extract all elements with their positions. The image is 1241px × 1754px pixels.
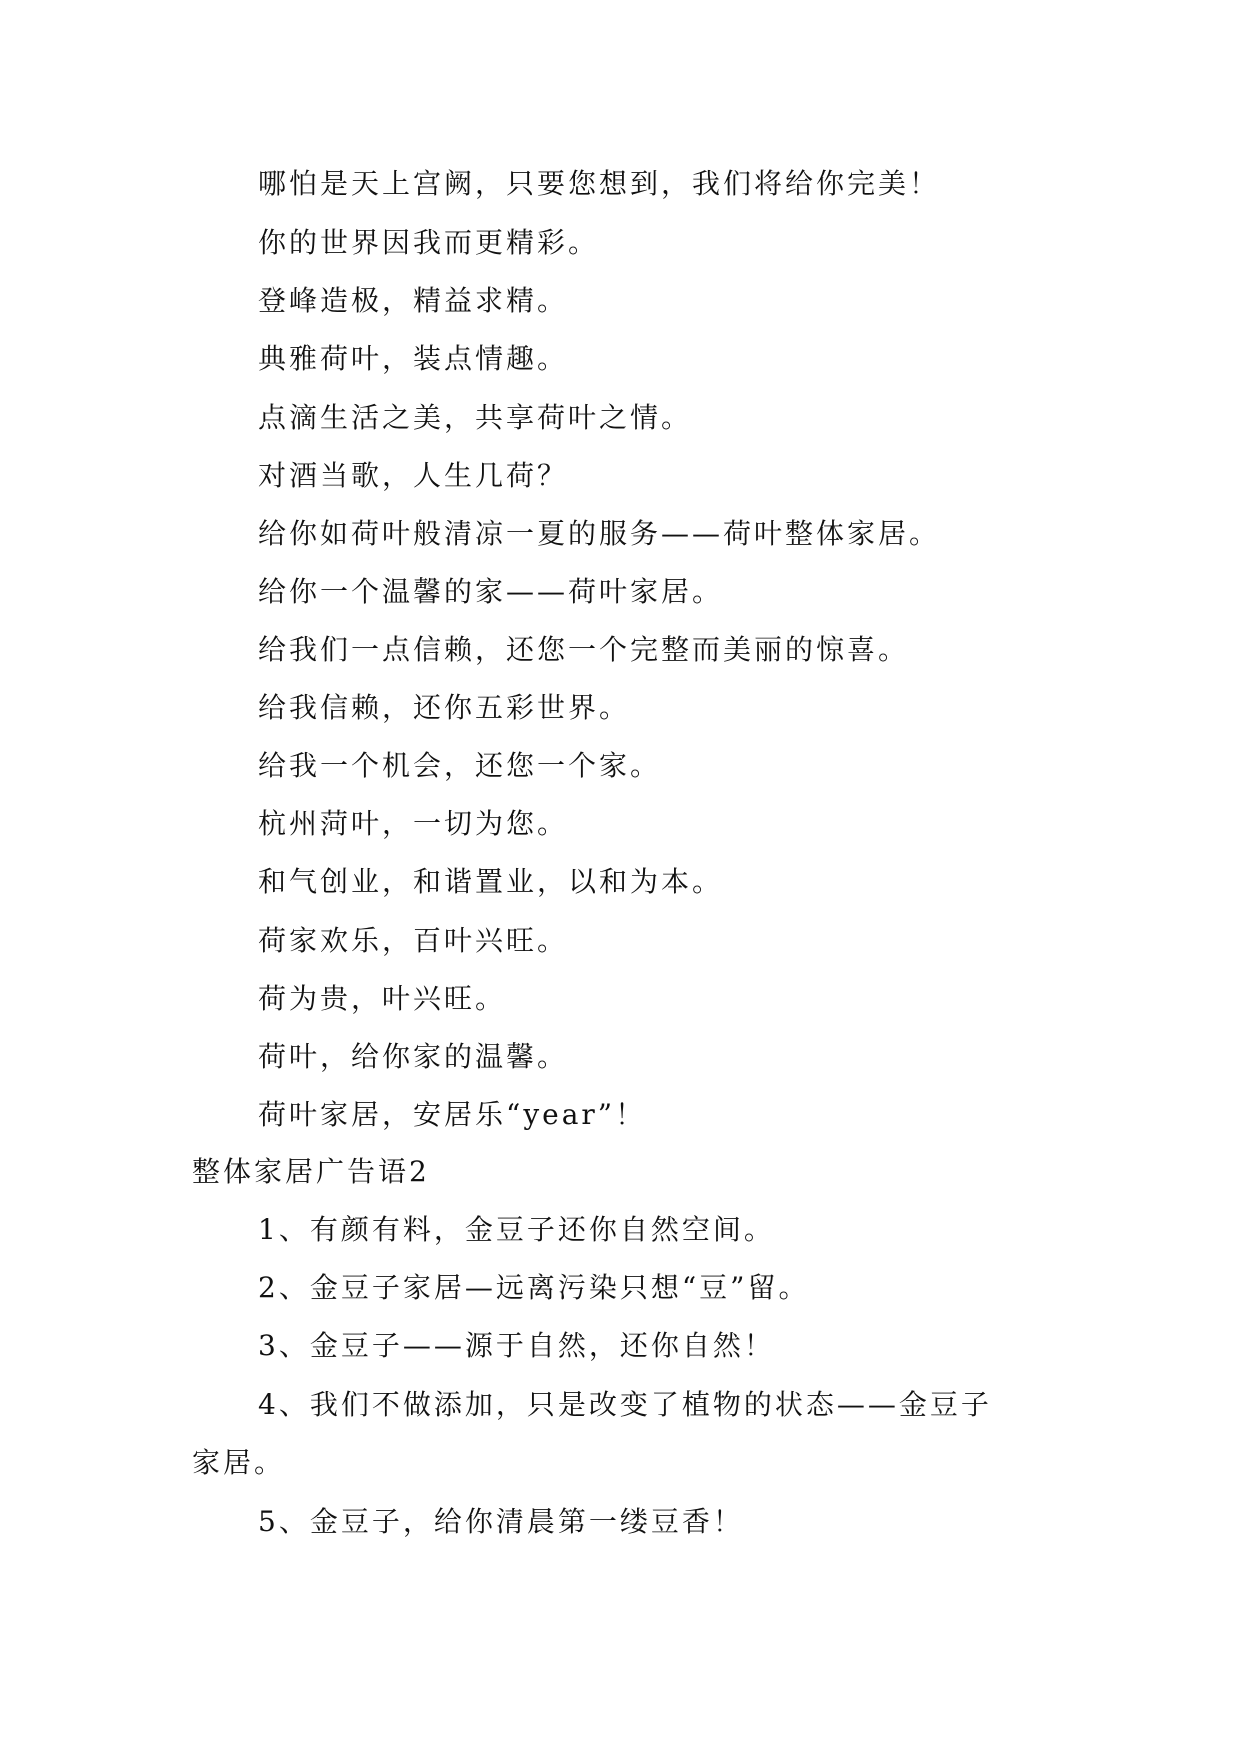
slogan-line: 给你如荷叶般清凉一夏的服务——荷叶整体家居。 <box>258 517 941 550</box>
slogan-line: 荷叶家居，安居乐“year”！ <box>258 1098 647 1131</box>
numbered-item: 3、金豆子——源于自然，还你自然！ <box>258 1329 775 1362</box>
slogan-line: 典雅荷叶，装点情趣。 <box>258 342 569 375</box>
slogan-line: 和气创业，和谐置业，以和为本。 <box>258 865 724 898</box>
numbered-item-continuation: 家居。 <box>192 1446 286 1479</box>
slogan-line: 荷家欢乐，百叶兴旺。 <box>258 924 569 957</box>
slogan-line: 给你一个温馨的家——荷叶家居。 <box>258 575 724 608</box>
slogan-line: 对酒当歌，人生几荷？ <box>258 459 569 492</box>
slogan-line: 给我们一点信赖，还您一个完整而美丽的惊喜。 <box>258 633 910 666</box>
slogan-line: 点滴生活之美，共享荷叶之情。 <box>258 401 693 434</box>
section-heading: 整体家居广告语2 <box>192 1155 430 1188</box>
numbered-item: 1、有颜有料，金豆子还你自然空间。 <box>258 1213 775 1246</box>
slogan-line: 荷为贵，叶兴旺。 <box>258 982 507 1015</box>
slogan-line: 给我信赖，还你五彩世界。 <box>258 691 631 724</box>
numbered-item: 4、我们不做添加，只是改变了植物的状态——金豆子 <box>258 1388 992 1421</box>
slogan-line: 荷叶，给你家的温馨。 <box>258 1040 569 1073</box>
slogan-line: 你的世界因我而更精彩。 <box>258 226 600 259</box>
slogan-line: 登峰造极，精益求精。 <box>258 284 569 317</box>
slogan-line: 哪怕是天上宫阙，只要您想到，我们将给你完美！ <box>258 167 941 200</box>
slogan-line: 杭州菏叶，一切为您。 <box>258 807 569 840</box>
numbered-item: 5、金豆子，给你清晨第一缕豆香！ <box>258 1505 744 1538</box>
numbered-item: 2、金豆子家居—远离污染只想“豆”留。 <box>258 1271 810 1304</box>
slogan-line: 给我一个机会，还您一个家。 <box>258 749 662 782</box>
